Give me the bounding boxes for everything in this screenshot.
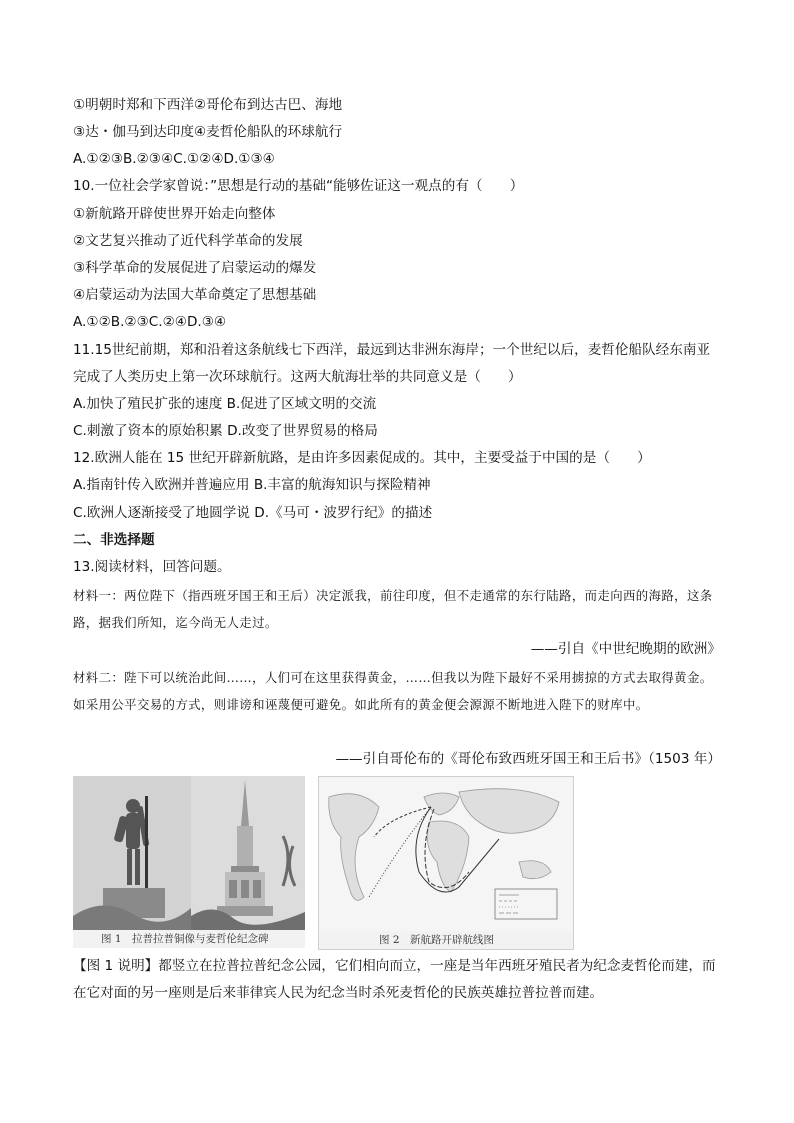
figure-1-caption: 图 1 拉普拉普铜像与麦哲伦纪念碑 <box>73 930 305 948</box>
q9-option-line-1: ①明朝时郑和下西洋②哥伦布到达古巴、海地 <box>73 97 343 113</box>
material-1: 材料一：两位陛下（指西班牙国王和王后）决定派我，前往印度，但不走通常的东行陆路，而走向西的海路，这条路，据我们所知，迄今尚无人走过。 <box>73 588 713 630</box>
material-2-citation: ——引自哥伦布的《哥伦布致西班牙国王和王后书》（1503 年） <box>335 751 721 767</box>
route-map-illustration <box>319 777 573 931</box>
q9-option-line-2: ③达・伽马到达印度④麦哲伦船队的环球航行 <box>73 124 343 140</box>
q9-answer-choices: A.①②③B.②③④C.①②④D.①③④ <box>73 151 275 167</box>
q10-answer-choices: A.①②B.②③C.②④D.③④ <box>73 314 227 330</box>
q12-options-ab: A.指南针传入欧洲并普遍应用 B.丰富的航海知识与探险精神 <box>73 477 431 493</box>
figure-2-caption: 图 2 新航路开辟航线图 <box>319 931 573 949</box>
material-1-citation: ——引自《中世纪晚期的欧洲》 <box>530 641 721 657</box>
q12-options-cd: C.欧洲人逐渐接受了地圆学说 D.《马可・波罗行纪》的描述 <box>73 505 433 521</box>
q11-options-cd: C.刺激了资本的原始积累 D.改变了世界贸易的格局 <box>73 423 378 439</box>
figure-2-map <box>318 776 574 950</box>
q10-option-1: ①新航路开辟使世界开始走向整体 <box>73 206 276 222</box>
q10-option-2: ②文艺复兴推动了近代科学革命的发展 <box>73 233 303 249</box>
q10-stem: 10.一位社会学家曾说：”思想是行动的基础“能够佐证这一观点的有（ ） <box>73 178 524 194</box>
q10-option-3: ③科学革命的发展促进了启蒙运动的爆发 <box>73 260 317 276</box>
statue-and-monument-illustration <box>73 776 305 930</box>
section-heading: 二、非选择题 <box>73 532 155 548</box>
q13-stem: 13.阅读材料，回答问题。 <box>73 559 231 575</box>
figure-1-description: 【图 1 说明】都竖立在拉普拉普纪念公园，它们相向而立，一座是当年西班牙殖民者为纪念麦哲伦而建，而在它对面的另一座则是后来菲律宾人民为纪念当时杀死麦哲伦的民族英雄拉普拉普而建。 <box>73 958 716 1001</box>
q11-options-ab: A.加快了殖民扩张的速度 B.促进了区域文明的交流 <box>73 396 377 412</box>
q10-option-4: ④启蒙运动为法国大革命奠定了思想基础 <box>73 287 317 303</box>
q11-stem-line-2: 完成了人类历史上第一次环球航行。这两大航海壮举的共同意义是（ ） <box>73 369 522 385</box>
figure-1-photo <box>73 776 305 948</box>
q12-stem: 12.欧洲人能在 15 世纪开辟新航路，是由许多因素促成的。其中，主要受益于中国的是（ ） <box>73 450 651 466</box>
material-2: 材料二：陛下可以统治此间……，人们可在这里获得黄金，……但我以为陛下最好不采用掳掠的方式去取得黄金。如采用公平交易的方式，则诽谤和诬蔑便可避免。如此所有的黄金便会源源不断地进入陛下的财库中。 <box>73 670 713 712</box>
q11-stem-line-1: 11.15世纪前期，郑和沿着这条航线七下西洋，最远到达非洲东海岸；一个世纪以后，麦哲伦船队经东南亚 <box>73 342 711 358</box>
